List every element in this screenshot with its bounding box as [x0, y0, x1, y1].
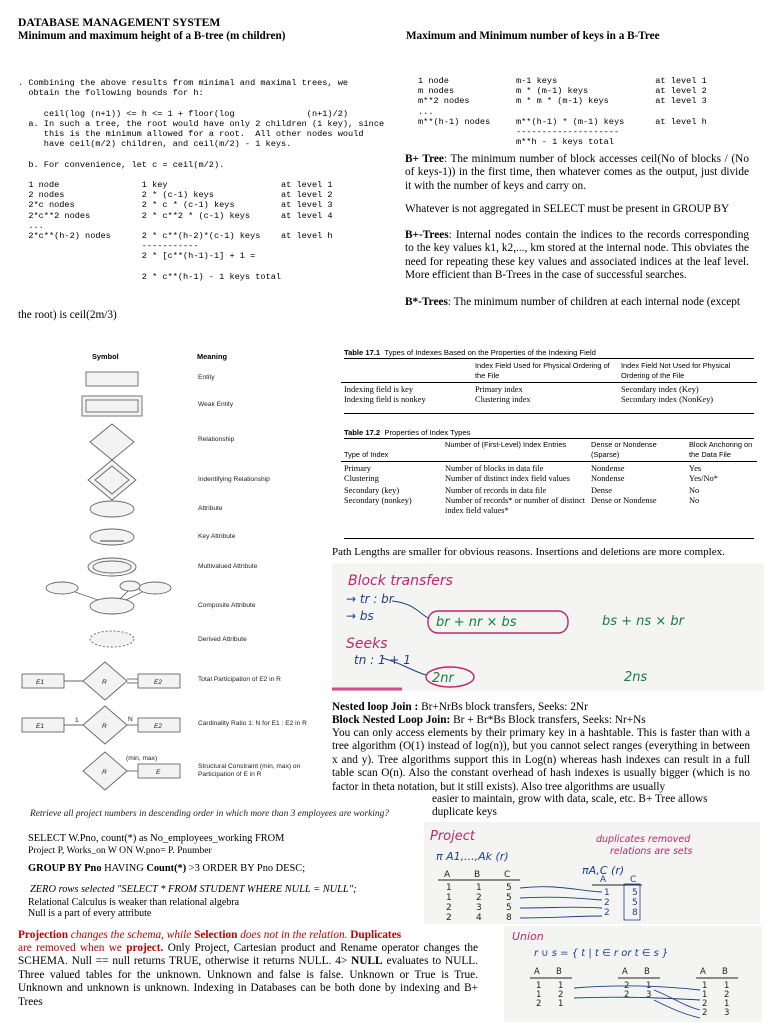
projection-paragraph-body	[18, 942, 478, 1009]
null-word: NULL	[351, 955, 383, 968]
proj-src-header: C	[504, 870, 511, 880]
struct-e-label: E	[156, 769, 161, 776]
attribute-symbol	[90, 501, 134, 517]
er-meaning-derived: Derived Attribute	[198, 636, 247, 643]
bstar-text: : The minimum number of children at each internal node (except	[447, 296, 741, 308]
union-header: B	[722, 967, 728, 977]
card-e2-label: E2	[154, 723, 163, 730]
proj-res-header: C	[630, 875, 637, 885]
union-cell: 1	[724, 999, 730, 1009]
proj-src-cell: 1	[446, 893, 452, 903]
table172-r1c0: Clustering	[344, 473, 379, 483]
union-cell: 2	[624, 981, 630, 991]
hash-paragraph: You can only access elements by their primary key in a hashtable. This is faster than with a tree algorithm (O(1) instead of log(n)), but you cannot select ranges (everything in between x and y). Tree algorithms support this in Log(n) whereas hash indexes can result in a full table scan O(n). Also the constant overhead of hash indexes is usually bigger (which is no factor in theta notation, but it still exists). Also tree algorithms are usually	[332, 727, 750, 793]
er-meaning-identifying: Indentifying Relationship	[198, 476, 270, 483]
er-meaning-key-attribute: Key Attribute	[198, 533, 236, 540]
table171-h2: Index Field Not Used for Physical Ordering of the File	[621, 361, 731, 380]
proj-text1: changes the schema, while	[67, 929, 195, 941]
table171-num: Table 17.1	[344, 348, 381, 357]
table171-caption	[344, 348, 596, 357]
proj-src-cell: 3	[476, 903, 482, 913]
bplus-trees-term: B+-Trees	[405, 229, 449, 241]
er-meaning-relationship: Relationship	[198, 436, 235, 443]
table171-r0c0: Indexing field is key	[344, 385, 414, 395]
sql-orderby: >3 ORDER BY Pno DESC;	[186, 863, 306, 874]
total-e2-label: E2	[154, 679, 163, 686]
union-cell: 1	[536, 981, 542, 991]
table171-r0c1: Primary index	[475, 385, 523, 395]
sql-question: Retrieve all project numbers in descending order in which more than 3 employees are working?	[30, 809, 389, 819]
hand-project-note1: duplicates removed	[596, 834, 691, 845]
union-header: B	[644, 967, 650, 977]
struct-minmax-label: (min, max)	[126, 755, 158, 762]
btree-height-line: have ceil(m/2) children, and ceil(m/2) - 1 keys.	[18, 139, 292, 150]
hash-paragraph-2: easier to maintain, grow with data, scale, etc. B+ Tree allows	[432, 793, 708, 805]
multivalued-inner	[93, 561, 131, 573]
table-row	[341, 464, 757, 474]
proj-src-cell: 8	[506, 913, 512, 923]
btree-height-line: obtain the following bounds for h:	[18, 88, 204, 99]
proj-res-cell: 5	[632, 898, 638, 908]
table172-r1c1: Number of distinct index field values	[445, 473, 570, 483]
table172	[341, 440, 757, 515]
card-e1-label: E1	[36, 723, 45, 730]
btree-height-line: b. For convenience, let c = ceil(m/2).	[18, 159, 225, 170]
table172-r3c3: No	[689, 495, 700, 505]
sql-groupby: GROUP BY Pno	[28, 863, 102, 874]
total-r-label: R	[102, 679, 107, 686]
proj-src-cell: 5	[506, 893, 512, 903]
project-photo	[424, 822, 760, 924]
nested-term: Nested loop Join :	[332, 701, 419, 713]
proj-src-cell: 2	[446, 913, 452, 923]
null-attr-note: Null is a part of every attribute	[28, 908, 152, 919]
project-drawing	[424, 822, 760, 924]
hand-project-note2: relations are sets	[610, 846, 693, 857]
proj-src-header: A	[444, 870, 451, 880]
table172-r3c0: Secondary (nonkey)	[344, 495, 412, 505]
composite-main	[90, 598, 134, 614]
right-heading: Maximum and Minimum number of keys in a B-Tree	[406, 30, 660, 42]
bplus-text: : The minimum number of block accesses ceil(No of blocks / (No of keys-1)) in the first time, then whatever comes as the output, just divide it with the number of keys and carry on.	[405, 153, 749, 192]
hand-formula2: bs + ns × br	[602, 614, 684, 629]
er-symbols	[20, 360, 320, 800]
er-meaning-structural: Structural Constraint (min, max) on Participation of E in R	[198, 763, 301, 778]
table172-r3c1: Number of records* or number of distinct index field values*	[445, 495, 586, 515]
btree-height-block	[18, 78, 384, 282]
btree-keys-block	[418, 76, 707, 147]
total-e1-label: E1	[36, 679, 45, 686]
table172-r2c3: No	[689, 486, 700, 496]
sql-line1: SELECT W.Pno, count(*) as No_employees_working FROM	[28, 833, 285, 844]
key-attribute-symbol	[90, 529, 134, 545]
union-cell: 3	[646, 990, 652, 1000]
hand-block-title: Block transfers	[348, 573, 453, 589]
weak-entity-inner	[86, 400, 138, 412]
table172-h1: Number of (First-Level) Index Entries	[445, 440, 567, 449]
union-tables	[530, 967, 738, 1018]
dup-word: Duplicates	[350, 929, 402, 941]
table-row	[341, 483, 757, 496]
btree-height-line: this is the minimum allowed for a root. All other nodes would	[18, 129, 364, 140]
table172-title: Properties of Index Types	[384, 428, 471, 437]
er-col-symbol: Symbol	[92, 352, 119, 361]
union-cell: 2	[702, 999, 708, 1009]
table171-header-row	[341, 361, 757, 380]
union-photo	[504, 926, 762, 1022]
table171-r1c2: Secondary index (NonKey)	[621, 394, 714, 404]
project-source-table	[444, 870, 512, 923]
table172-h3: Block Anchoring on the Data File	[689, 440, 753, 459]
btree-height-line	[18, 98, 384, 108]
btree-keys-line: ...	[418, 106, 434, 117]
hand-arrow1	[392, 601, 428, 618]
sql-line2: Project P, Works_on W ON W.pno= P. Pnumber	[28, 845, 212, 856]
hand-project-pi: π A1,...,Ak (r)	[436, 850, 509, 863]
btree-height-line: a. In such a tree, the root would have only 2 children (1 key), since	[18, 118, 385, 129]
table172-rule-bottom	[344, 538, 754, 539]
sql-count: Count(*)	[146, 863, 187, 874]
union-header: B	[556, 967, 562, 977]
composite-sub3	[120, 581, 140, 591]
bstar-continuation: the root) is ceil(2m/3)	[18, 309, 117, 321]
left-heading: Minimum and maximum height of a B-tree (m children)	[18, 30, 286, 42]
btree-keys-line: 1 node m-1 keys at level 1	[418, 76, 707, 86]
proj-src-cell: 2	[446, 903, 452, 913]
proj-res-cell: 2	[604, 898, 610, 908]
union-cell: 2	[558, 990, 564, 1000]
proj-res-cell: 8	[632, 908, 638, 918]
union-header: A	[534, 967, 540, 977]
block-transfers-drawing	[332, 563, 764, 691]
table172-caption	[344, 428, 470, 437]
sql-line3	[28, 863, 305, 875]
proj-src-cell: 2	[476, 893, 482, 903]
nested-text: Br+NrBs block transfers, Seeks: 2Nr	[418, 701, 588, 713]
proj-res-header: A	[600, 875, 607, 885]
table172-num: Table 17.2	[344, 428, 381, 437]
table172-h2: Dense or Nondense (Sparse)	[591, 440, 657, 459]
card-r-label: R	[102, 723, 107, 730]
proj-text4: Only Project, Cartesian product and Rename operator changes the SCHEMA. Null == null returns TRUE, otherwise it returns NULL. 4>	[18, 942, 478, 968]
card-n-label: N	[128, 716, 133, 723]
project-word: project.	[126, 942, 164, 954]
bplus-tree-paragraph	[405, 153, 749, 193]
union-cell: 1	[536, 990, 542, 1000]
proj-src-cell: 1	[446, 883, 452, 893]
table-row	[341, 474, 757, 484]
er-meaning-entity: Entity	[198, 374, 215, 381]
btree-height-line: 1 node 1 key at level 1	[18, 180, 333, 191]
btree-height-line: 2*c**2 nodes 2 * c**2 * (c-1) keys at level 4	[18, 210, 333, 221]
table171-rule-top	[344, 358, 754, 359]
table172-r3c2: Dense or Nondense	[591, 495, 657, 505]
table171-h0	[341, 361, 472, 380]
er-meaning-cardinality: Cardinality Ratio 1: N for E1 : E2 in R	[198, 720, 307, 727]
union-cell: 2	[702, 1008, 708, 1018]
btree-height-line	[18, 262, 384, 272]
table172-r1c2: Nondense	[591, 473, 625, 483]
table171-title: Types of Indexes Based on the Properties of the Indexing Field	[384, 348, 596, 357]
btree-keys-line: m**2 nodes m * m * (m-1) keys at level 3	[418, 96, 707, 107]
table172-r0c0: Primary	[344, 464, 371, 474]
union-cell: 2	[536, 999, 542, 1009]
btree-height-line: 2 * c**(h-1) - 1 keys total	[18, 271, 282, 282]
proj-text3: are removed when we	[18, 942, 127, 954]
union-drawing	[504, 926, 762, 1022]
er-meaning-multivalued: Multivalued Attribute	[198, 563, 258, 570]
entity-symbol	[86, 372, 138, 386]
union-cell: 2	[724, 990, 730, 1000]
table172-r0c2: Nondense	[591, 464, 625, 474]
table171	[341, 361, 757, 404]
struct-r-label: R	[102, 769, 107, 776]
hand-tr-br: → tr : br	[346, 592, 394, 606]
hand-project-pi2: πA,C (r)	[582, 864, 625, 877]
er-meaning-attribute: Attribute	[198, 505, 223, 512]
project-arrows	[520, 887, 602, 918]
table-row	[341, 496, 757, 515]
btree-height-line	[18, 170, 384, 180]
hand-union-title: Union	[512, 930, 544, 943]
proj-src-cell: 4	[476, 913, 482, 923]
rel-calc-note: Relational Calculus is weaker than relational algebra	[28, 897, 240, 908]
sel-word: Selection	[194, 929, 238, 941]
proj-res-cell: 5	[632, 888, 638, 898]
btree-height-line	[18, 149, 384, 159]
block-transfers-photo	[332, 563, 764, 691]
btree-keys-line: m**h - 1 keys total	[418, 137, 614, 148]
union-cell: 1	[724, 981, 730, 991]
union-cell: 3	[724, 1008, 730, 1018]
proj-src-header: B	[474, 870, 481, 880]
table172-r2c2: Dense	[591, 486, 612, 496]
hand-union-formula: r ∪ s = { t | t ∈ r or t ∈ s }	[534, 948, 669, 959]
composite-sub2	[139, 582, 171, 594]
block-term: Block Nested Loop Join:	[332, 714, 451, 726]
table171-h1: Index Field Used for Physical Ordering of the File	[475, 361, 610, 380]
hand-formula1: br + nr × bs	[436, 615, 517, 630]
block-text: Br + Br*Bs Block transfers, Seeks: Nr+Ns	[450, 714, 646, 726]
project-result-table	[600, 875, 638, 918]
union-cell: 2	[624, 990, 630, 1000]
union-cell: 1	[646, 981, 652, 991]
bstar-term: B*-Trees	[405, 296, 448, 308]
btree-height-line: 2*c**(h-2) nodes 2 * c**(h-2)*(c-1) keys at level h	[18, 231, 333, 242]
table-row	[341, 385, 757, 395]
table171-rule-bottom	[344, 413, 754, 414]
hand-2ns: 2ns	[624, 670, 648, 685]
union-header: A	[700, 967, 706, 977]
btree-height-line: ...	[18, 220, 44, 231]
sql-having: HAVING	[101, 863, 147, 874]
hand-project-title: Project	[430, 829, 475, 844]
union-arrows	[574, 986, 700, 1018]
derived-attribute-symbol	[90, 631, 134, 647]
proj-res-cell: 1	[604, 888, 610, 898]
groupby-note: Whatever is not aggregated in SELECT must be present in GROUP BY	[405, 203, 730, 215]
union-header: A	[622, 967, 628, 977]
table172-r2c0: Secondary (key)	[344, 486, 400, 496]
table172-r0c1: Number of blocks in data file	[445, 464, 544, 474]
btree-height-line: ceil(log (n+1)) <= h <= 1 + floor(log (n+1)/2)	[18, 108, 349, 119]
table172-header-row	[341, 440, 757, 459]
table172-rule-top	[344, 438, 754, 439]
er-meaning-composite: Composite Attribute	[198, 602, 256, 609]
projection-paragraph-line1	[18, 929, 424, 942]
composite-sub1	[46, 582, 78, 594]
er-col-meaning: Meaning	[197, 352, 227, 361]
btree-height-line: 2 nodes 2 * (c-1) keys at level 2	[18, 190, 333, 201]
proj-src-cell: 5	[506, 883, 512, 893]
btree-height-line: 2*c nodes 2 * c * (c-1) keys at level 3	[18, 200, 333, 211]
bplus-term: B+ Tree	[405, 153, 444, 165]
table-row	[341, 395, 757, 405]
table171-r1c0: Indexing field is nonkey	[344, 394, 426, 404]
proj-src-cell: 1	[476, 883, 482, 893]
btree-keys-line: m nodes m * (m-1) keys at level 2	[418, 86, 707, 97]
table172-r1c3: Yes/No*	[689, 473, 718, 483]
proj-word: Projection	[18, 929, 68, 941]
proj-text2: does not in the relation.	[237, 929, 351, 941]
hand-2nr: 2nr	[432, 671, 454, 686]
btree-keys-line: --------------------	[418, 127, 620, 138]
table172-r2c1: Number of records in data file	[445, 486, 547, 496]
table171-r0c2: Secondary index (Key)	[621, 385, 699, 395]
null-note: ZERO rows selected "SELECT * FROM STUDENT WHERE NULL = NULL";	[30, 884, 357, 895]
card-one-label: 1	[75, 717, 79, 724]
proj-text5: evaluates to NULL. Three valued tables for the unknown. Unknown and false is false. Unknown or True is True. Unknown and unknown is unknown. Indexing in Databases can be both done by indexing and B+ Trees	[18, 955, 478, 1008]
bplus-trees-paragraph	[405, 229, 749, 283]
hash-paragraph-3: duplicate keys	[432, 806, 497, 818]
btree-keys-line: m**(h-1) nodes m**(h-1) * (m-1) keys at level h	[418, 116, 707, 127]
bstar-trees-paragraph	[405, 296, 749, 309]
relationship-symbol	[90, 424, 134, 460]
btree-height-line: -----------	[18, 241, 199, 252]
btree-height-line: 2 * [c**(h-1)-1] + 1 =	[18, 251, 256, 262]
block-nested-line	[332, 714, 752, 727]
hand-seek-line: tn : 1 + 1	[354, 653, 411, 667]
hand-seeks: Seeks	[346, 636, 388, 652]
table172-h0: Type of Index	[344, 449, 389, 459]
hand-bs: → bs	[346, 609, 374, 623]
union-cell: 1	[558, 999, 564, 1009]
union-cell: 1	[702, 990, 708, 1000]
proj-res-cell: 2	[604, 908, 610, 918]
bplus-trees-text: : Internal nodes contain the indices to the records corresponding to the key values k1, k2,..., km stored at the internal node. This obviates the need for repeating these key values and associated indices at the leaf level. More efficient than B-Trees in the case of successful searches.	[405, 229, 749, 282]
btree-height-line: . Combining the above results from minimal and maximal trees, we	[18, 78, 349, 88]
nested-loop-line	[332, 701, 752, 714]
path-lengths-note: Path Lengths are smaller for obvious reasons. Insertions and deletions are more complex.	[332, 546, 725, 558]
document-title: DATABASE MANAGEMENT SYSTEM	[18, 16, 221, 29]
table171-r1c1: Clustering index	[475, 394, 531, 404]
er-meaning-weak-entity: Weak Entity	[198, 401, 234, 408]
union-cell: 1	[558, 981, 564, 991]
table172-r0c3: Yes	[689, 464, 702, 474]
union-cell: 1	[702, 981, 708, 991]
er-meaning-total: Total Participation of E2 in R	[198, 676, 281, 683]
proj-src-cell: 5	[506, 903, 512, 913]
